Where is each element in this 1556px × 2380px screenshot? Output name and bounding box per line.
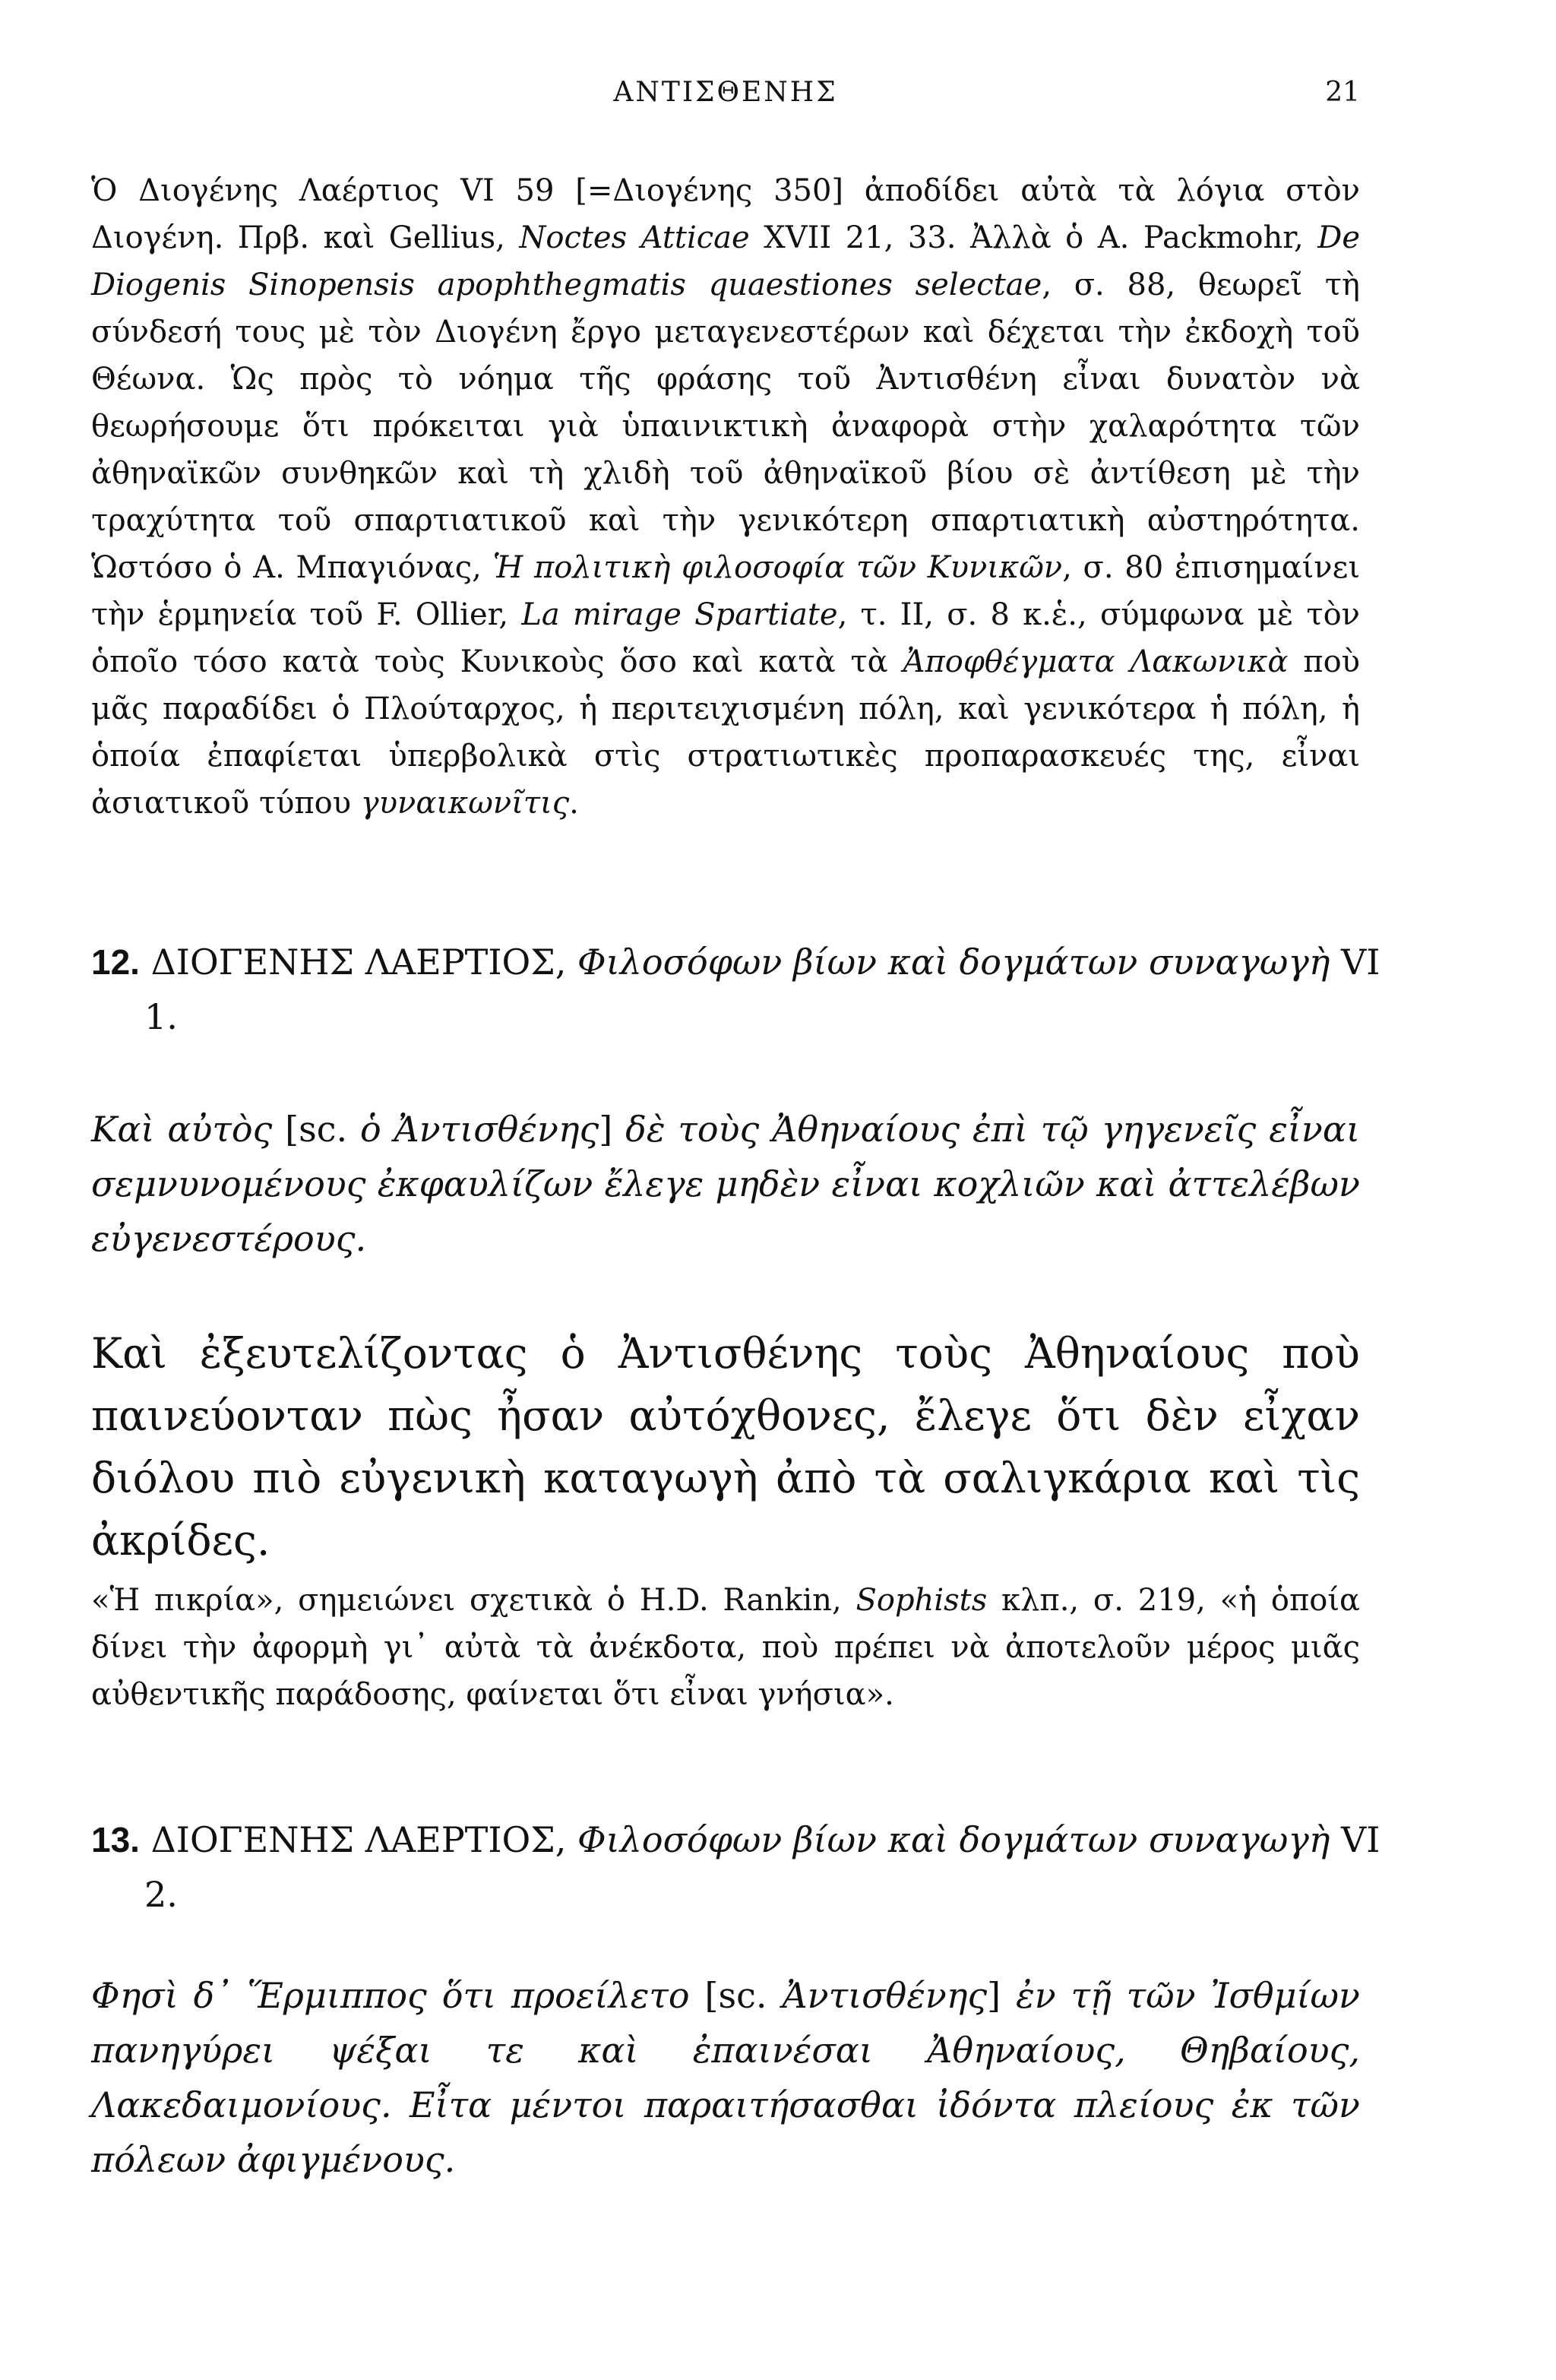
- citation-title: Ἡ πολιτικὴ φιλοσοφία τῶν Κυνικῶν: [492, 550, 1063, 585]
- section-12-greek-quote: Καὶ αὐτὸς [sc. ὁ Ἀντισθένης] δὲ τοὺς Ἀθηναίους ἐπὶ τῷ γηγενεῖς εἶναι σεμνυνομένους ἐκφαυλίζων ἔλεγε μηδὲν εἶναι κοχλιῶν καὶ ἀττελέβων εὐγενεστέρους.: [91, 1109, 1360, 1259]
- work-title: Φιλοσόφων βίων καὶ δογμάτων συναγωγὴ: [577, 942, 1330, 983]
- running-head: [91, 70, 1360, 116]
- citation-title: Sophists: [855, 1583, 988, 1618]
- page-number: 21: [1325, 77, 1360, 108]
- running-title: ΑΝΤΙΣΘΕΝΗΣ: [613, 77, 838, 108]
- emphasis-term: γυναικωνῖτις: [360, 786, 570, 821]
- section-12-commentary: «Ἡ πικρία», σημειώνει σχετικὰ ὁ H.D. Rankin, Sophists κλπ., σ. 219, «ἡ ὁποία δίνει τὴν ἀφορμὴ γι᾽ αὐτὰ τὰ ἀνέκδοτα, ποὺ πρέπει νὰ ἀποτελοῦν μέρος μιᾶς αὐθεντικῆς παράδοσης, φαίνεται ὅτι εἶναι γνήσια».: [91, 1583, 1361, 1712]
- citation-title: La mirage Spartiate: [521, 597, 838, 632]
- section-12-translation: Καὶ ἐξευτελίζοντας ὁ Ἀντισθένης τοὺς Ἀθηναίους ποὺ παινεύονταν πὼς ἦσαν αὐτόχθονες, ἔλεγε ὅτι δὲν εἶχαν διόλου πιὸ εὐγενικὴ καταγωγὴ ἀπὸ τὰ σαλιγκάρια καὶ τὶς ἀκρίδες.: [91, 1329, 1360, 1565]
- section-12-heading: 12. ΔΙΟΓΕΝΗΣ ΛΑΕΡΤΙΟΣ, Φιλοσόφων βίων καὶ δογμάτων συναγωγὴ VI 1.: [91, 942, 1380, 1037]
- commentary-text: Ὁ Διογένης Λαέρτιος VI 59 [=Διογένης 350] ἀποδίδει αὐτὰ τὰ λόγια στὸν Διογένη. Πρβ. καὶ Gellius, Noctes Atticae XVII 21, 33. Ἀλλὰ ὁ A. Packmohr, De Diogenis Sinopensis apophthegmatis quaestiones selectae, σ. 88, θεωρεῖ τὴ σύνδεσή τους μὲ τὸν Διογένη ἔργο μεταγενεστέρων καὶ δέχεται τὴν ἐκδοχὴ τοῦ Θέωνα. Ὡς πρὸς τὸ νόημα τῆς φράσης τοῦ Ἀντισθένη εἶναι δυνατὸν νὰ θεωρήσουμε ὅτι πρόκειται γιὰ ὑπαινικτικὴ ἀναφορὰ στὴν χαλαρότητα τῶν ἀθηναϊκῶν συνθηκῶν καὶ τὴ χλιδὴ τοῦ ἀθηναϊκοῦ βίου σὲ ἀντίθεση μὲ τὴν τραχύτητα τοῦ σπαρτιατικοῦ καὶ τὴν γενικότερη σπαρτιατικὴ αὐστηρότητα. Ὡστόσο ὁ Α. Μπαγιόνας, Ἡ πολιτικὴ φιλοσοφία τῶν Κυνικῶν, σ. 80 ἐπισημαίνει τὴν ἑρμηνεία τοῦ F. Ollier, La mirage Spartiate, τ. II, σ. 8 κ.ἑ., σύμφωνα μὲ τὸν ὁποῖο τόσο κατὰ τοὺς Κυνικοὺς ὅσο καὶ κατὰ τὰ Ἀποφθέγματα Λακωνικὰ ποὺ μᾶς παραδίδει ὁ Πλούταρχος, ἡ περιτειχισμένη πόλη, καὶ γενικότερα ἡ πόλη, ἡ ὁποία ἐπαφίεται ὑπερβολικὰ στὶς στρατιωτικὲς προπαρασκευές της, εἶναι ἀσιατικοῦ τύπου γυναικωνῖτις.: [91, 173, 1361, 821]
- work-title: Φιλοσόφων βίων καὶ δογμάτων συναγωγὴ: [577, 1819, 1330, 1860]
- citation-title: De Diogenis Sinopensis apophthegmatis quaestiones selectae: [91, 220, 1361, 302]
- section-13-greek-quote: Φησὶ δ᾽ Ἕρμιππος ὅτι προείλετο [sc. Ἀντισθένης] ἐν τῇ τῶν Ἰσθμίων πανηγύρει ψέξαι τε καὶ ἐπαινέσαι Ἀθηναίους, Θηβαίους, Λακεδαιμονίους. Εἶτα μέντοι παραιτήσασθαι ἰδόντα πλείους ἐκ τῶν πόλεων ἀφιγμένους.: [91, 1975, 1360, 2180]
- section-13-heading: 13. ΔΙΟΓΕΝΗΣ ΛΑΕΡΤΙΟΣ, Φιλοσόφων βίων καὶ δογμάτων συναγωγὴ VI 2.: [91, 1819, 1380, 1915]
- section-number: 13.: [91, 1820, 140, 1859]
- citation-title: Ἀποφθέγματα Λακωνικὰ: [903, 644, 1289, 679]
- citation-title: Noctes Atticae: [519, 220, 750, 255]
- commentary-paragraph: [91, 167, 1360, 827]
- section-number: 12.: [91, 942, 140, 982]
